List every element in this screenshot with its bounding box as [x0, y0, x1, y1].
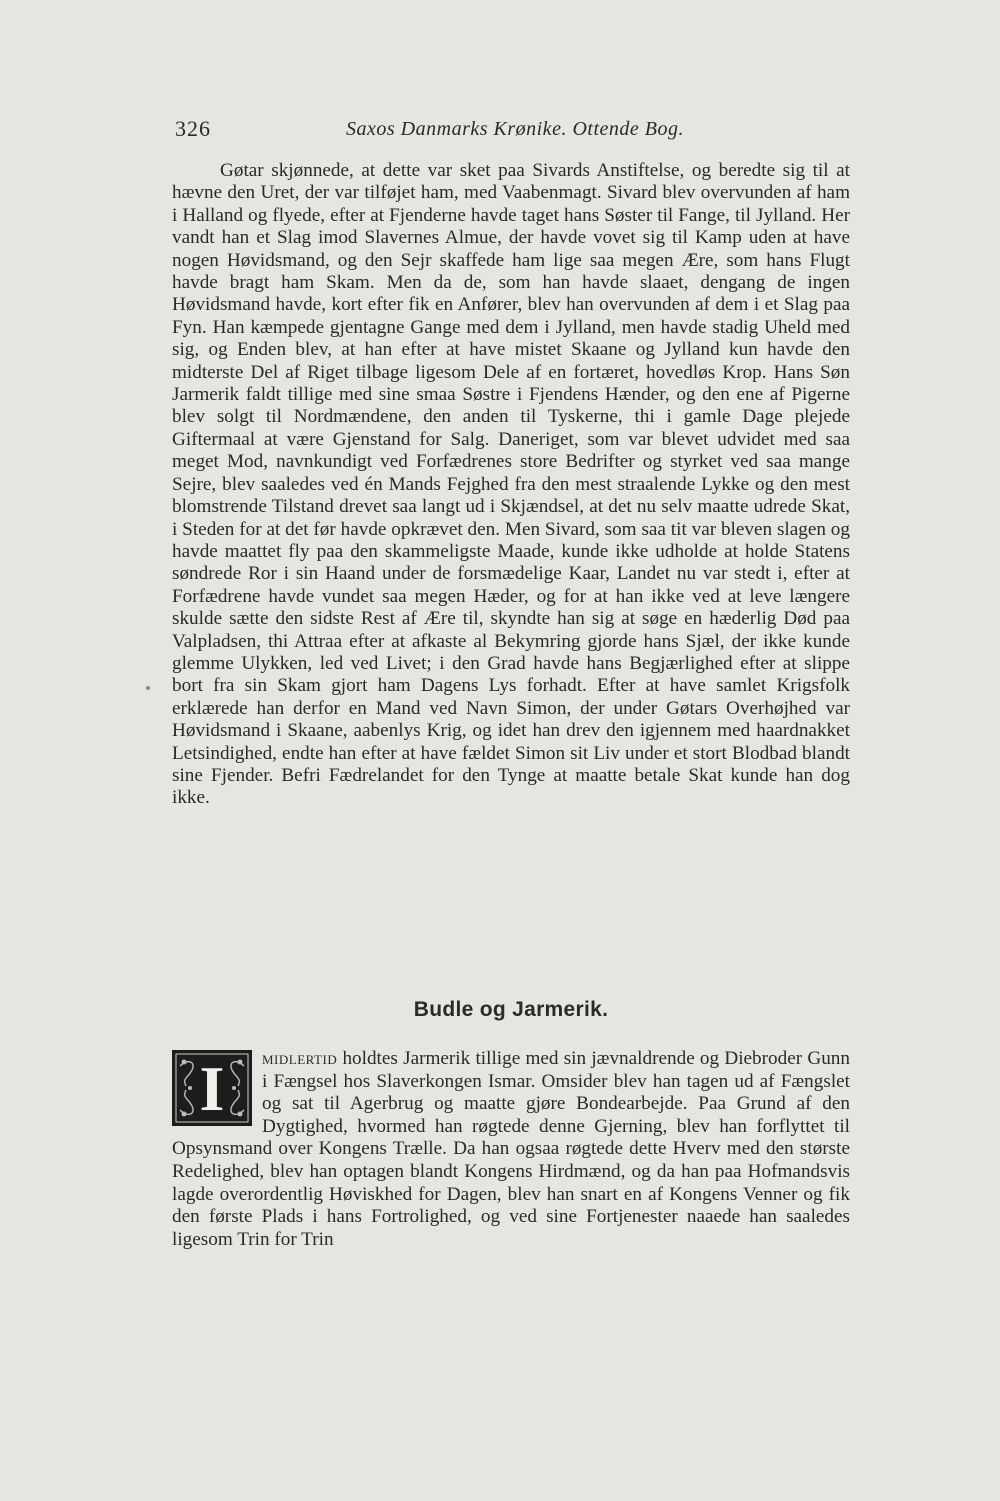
page-header: [175, 116, 855, 146]
running-head: Saxos Danmarks Krønike. Ottende Bog.: [346, 118, 684, 140]
section-title: Budle og Jarmerik.: [413, 998, 609, 1021]
margin-mark: [146, 686, 150, 690]
page-number: 326: [175, 116, 211, 141]
lead-smallcaps: midlertid: [262, 1048, 338, 1069]
section-text: [172, 1048, 850, 1251]
section-body: holdtes Jarmerik tillige med sin jævnaldrende og Diebroder Gunn i Fængsel hos Slaverkongen Ismar. Omsider blev han tagen ud af Fængslet og sat til Agerbrug og maatte gjøre Bondearbejde. Paa Grund af den Dygtighed, hvormed han røgtede denne Gjerning, blev han forflyttet til Opsynsmand over Kongens Trælle. Da han ogsaa røgtede dette Hverv med den største Redelighed, blev han optagen blandt Kongens Hirdmænd, og da han paa Hofmandsvis lagde overordentlig Høviskhed for Dagen, blev han snart en af Kongens Venner og fik den første Plads i hans Fortrolighed, og ved sine Fortjenester naaede han saaledes ligesom Trin for Trin: [172, 1048, 850, 1250]
initial-letter: I: [199, 1053, 225, 1124]
body-text: [172, 160, 850, 810]
paragraph: Gøtar skjønnede, at dette var sket paa Sivards Anstiftelse, og beredte sig til at hævne den Uret, der var tilføjet ham, med Vaabenmagt. Sivard blev overvunden af ham i Halland og flyede, efter at Fjenderne havde taget hans Søster til Fange, til Jylland. Her vandt han et Slag imod Slavernes Almue, der havde vovet sig til Kamp uden at have nogen Høvidsmand, og den Sejr skaffede ham lige saa megen Ære, som hans Flugt havde bragt ham Skam. Men da de, som han havde slaaet, dengang de ingen Høvidsmand havde, kort efter fik en Anfører, blev han overvunden af dem i et Slag paa Fyn. Han kæmpede gjentagne Gange med dem i Jylland, men havde stadig Uheld med sig, og Enden blev, at han efter at have mistet Skaane og Jylland kun havde den midterste Del af Riget tilbage ligesom Dele af en fortæret, hovedløs Krop. Hans Søn Jarmerik faldt tillige med sine smaa Søstre i Fjendens Hænder, og den ene af Pigerne blev solgt til Nordmændene, den anden til Tyskerne, thi i gamle Dage plejede Giftermaal at være Gjenstand for Salg. Daneriget, som var blevet udvidet med saa meget Mod, navnkundigt ved Forfædrenes store Bedrifter og styrket ved saa mange Sejre, blev saaledes ved én Mands Fejghed fra den mest straalende Lykke og den mest blomstrende Tilstand drevet saa langt ud i Skjændsel, at det nu selv maatte udrede Skat, i Steden for at det før havde opkrævet den. Men Sivard, som saa tit var bleven slagen og havde maattet fly paa den skammeligste Maade, kunde ikke udholde at holde Statens søndrede Ror i sin Haand under de forsmædelige Kaar, Landet nu var stedt i, efter at Forfædrene havde vundet saa megen Hæder, og for at han ikke ved at leve længere skulde sætte den sidste Rest af Ære til, skyndte han sig at søge en hæderlig Død paa Valpladsen, thi Attraa efter at afkaste al Bekymring gjorde hans Sjæl, der ikke kunde glemme Ulykken, led ved Livet; i den Grad havde hans Begjærlighed efter at slippe bort fra sin Skam gjort ham Dagens Lys forhadt. Efter at have samlet Krigsfolk erklærede han derfor en Mand ved Navn Simon, der under Gøtars Overhøjhed var Høvidsmand i Skaane, aabenlys Krig, og idet han drev den igjennem med haardnakket Letsindighed, endte han efter at have fældet Simon sit Liv under et stort Blodbad blandt sine Fjender. Befri Fædrelandet for den Tynge at maatte betale Skat kunde han dog ikke.: [172, 160, 850, 809]
decorated-initial: [172, 1050, 252, 1126]
